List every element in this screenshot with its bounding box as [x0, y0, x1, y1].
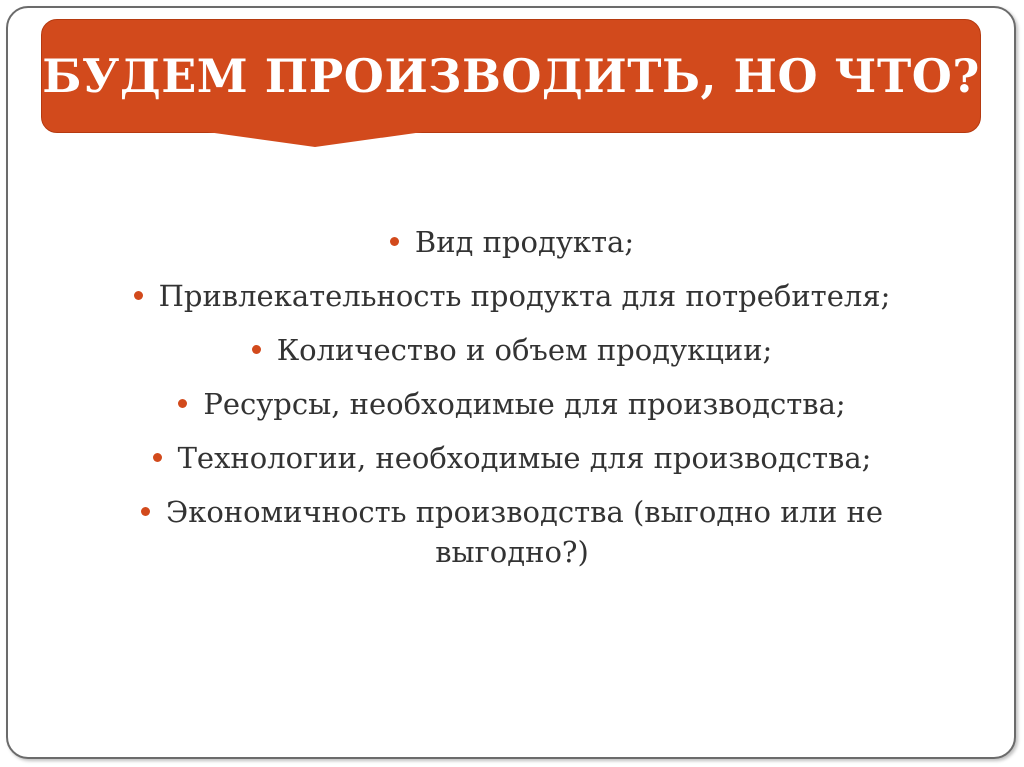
bullet-text: Ресурсы, необходимые для производства; — [203, 387, 846, 421]
list-item — [60, 492, 964, 572]
slide-title: БУДЕМ ПРОИЗВОДИТЬ, НО ЧТО? — [42, 49, 980, 103]
bullet-text: Привлекательность продукта для потребителя; — [158, 279, 891, 313]
list-item — [60, 438, 964, 478]
bullet-text: Количество и объем продукции; — [276, 333, 773, 367]
title-banner — [41, 19, 981, 133]
bullet-text: Экономичность производства (выгодно или не выгодно?) — [166, 495, 883, 569]
list-item — [60, 222, 964, 262]
list-item — [60, 276, 964, 316]
bullet-dot-icon — [153, 453, 162, 462]
list-item — [60, 384, 964, 424]
bullet-dot-icon — [178, 399, 187, 408]
bullet-dot-icon — [134, 291, 143, 300]
bullet-dot-icon — [390, 237, 399, 246]
bullet-text: Вид продукта; — [414, 225, 635, 259]
title-banner-pointer — [200, 131, 430, 147]
bullet-text: Технологии, необходимые для производства; — [177, 441, 872, 475]
bullet-dot-icon — [252, 345, 261, 354]
list-item — [60, 330, 964, 370]
bullet-list — [60, 222, 964, 586]
bullet-dot-icon — [141, 507, 150, 516]
